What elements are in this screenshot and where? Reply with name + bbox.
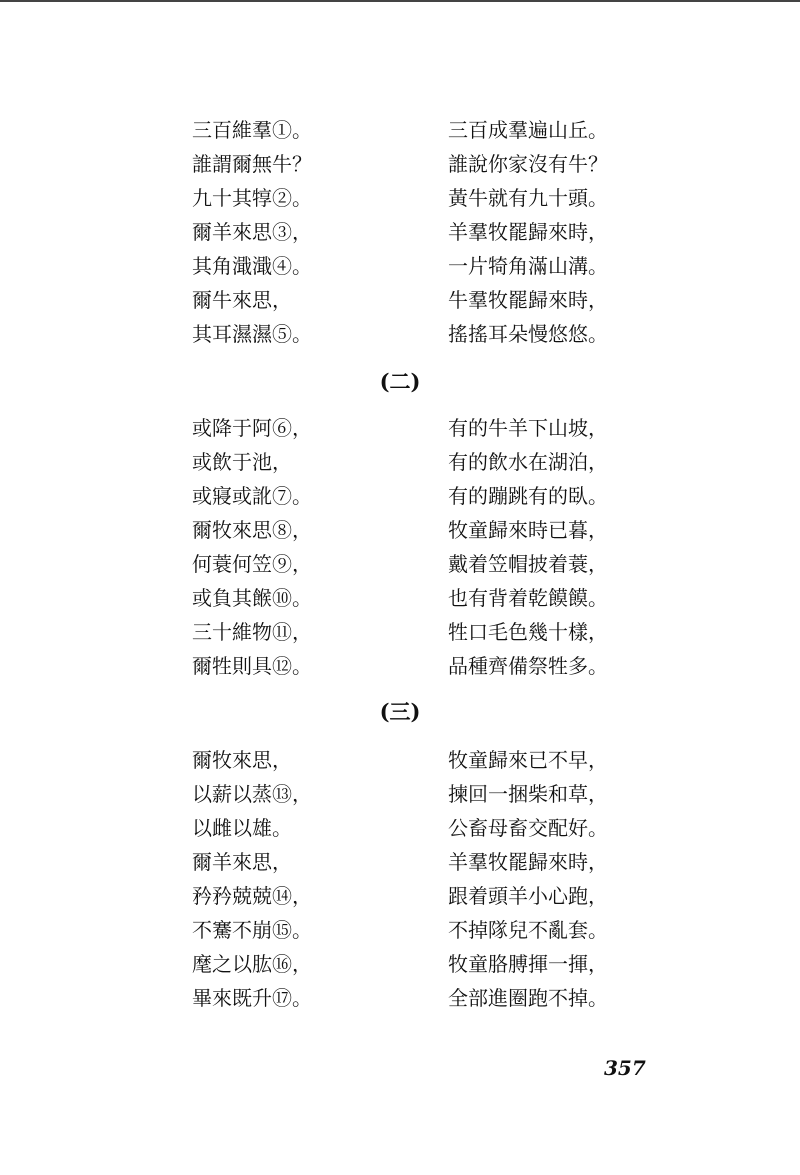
verse-line [0,283,800,317]
original-verse: 其角濈濈④。 [192,254,312,278]
original-verse: 爾羊來思③， [192,220,312,244]
page-number: 357 [604,1056,646,1080]
original-verse: 何蓑何笠⑨， [192,552,312,576]
translation-verse: 三百成羣遍山丘。 [448,118,608,142]
original-verse: 三十維物⑪， [192,620,312,644]
translation-verse: 羊羣牧罷歸來時， [448,850,608,874]
verse-line [0,743,800,777]
translation-verse: 跟着頭羊小心跑， [448,884,608,908]
stanza-1 [0,113,800,351]
verse-line [0,411,800,445]
translation-verse: 有的牛羊下山坡， [448,416,608,440]
verse-line [0,615,800,649]
original-verse: 或飲于池， [192,450,292,474]
original-verse: 三百維羣①。 [192,118,312,142]
original-verse: 矜矜兢兢⑭， [192,884,312,908]
stanza-2 [0,411,800,683]
original-verse: 畢來既升⑰。 [192,986,312,1010]
verse-line [0,777,800,811]
verse-line [0,513,800,547]
verse-line [0,811,800,845]
verse-line [0,981,800,1015]
original-verse: 爾牲則具⑫。 [192,654,312,678]
translation-verse: 公畜母畜交配好。 [448,816,608,840]
verse-line [0,913,800,947]
verse-line [0,479,800,513]
original-verse: 誰謂爾無牛？ [192,152,312,176]
stanza-3-heading: (三) [379,699,421,724]
stanza-3 [0,743,800,1015]
original-verse: 爾牧來思⑧， [192,518,312,542]
translation-verse: 也有背着乾饃饃。 [448,586,608,610]
verse-line [0,845,800,879]
verse-line [0,249,800,283]
translation-verse: 有的蹦跳有的臥。 [448,484,608,508]
verse-line [0,547,800,581]
original-verse: 麾之以肱⑯， [192,952,312,976]
verse-line [0,649,800,683]
translation-verse: 牧童歸來時已暮， [448,518,608,542]
translation-verse: 一片犄角滿山溝。 [448,254,608,278]
original-verse: 爾牧來思， [192,748,292,772]
translation-verse: 黃牛就有九十頭。 [448,186,608,210]
translation-verse: 品種齊備祭牲多。 [448,654,608,678]
translation-verse: 誰說你家沒有牛？ [448,152,608,176]
translation-verse: 牛羣牧罷歸來時， [448,288,608,312]
verse-line [0,581,800,615]
translation-verse: 牧童歸來已不早， [448,748,608,772]
original-verse: 不騫不崩⑮。 [192,918,312,942]
verse-line [0,113,800,147]
verse-line [0,879,800,913]
verse-line [0,947,800,981]
translation-verse: 搖搖耳朵慢悠悠。 [448,322,608,346]
verse-line [0,215,800,249]
verse-line [0,445,800,479]
top-border-rule [0,0,800,2]
translation-verse: 有的飲水在湖泊， [448,450,608,474]
translation-verse: 揀回一捆柴和草， [448,782,608,806]
original-verse: 以雌以雄。 [192,816,292,840]
translation-verse: 全部進圈跑不掉。 [448,986,608,1010]
translation-verse: 羊羣牧罷歸來時， [448,220,608,244]
original-verse: 爾羊來思， [192,850,292,874]
translation-verse: 牲口毛色幾十樣， [448,620,608,644]
translation-verse: 牧童胳膊揮一揮， [448,952,608,976]
translation-verse: 戴着笠帽披着蓑， [448,552,608,576]
original-verse: 九十其犉②。 [192,186,312,210]
verse-line [0,147,800,181]
verse-line [0,181,800,215]
original-verse: 其耳濕濕⑤。 [192,322,312,346]
stanza-2-heading: (二) [379,369,421,394]
original-verse: 或寢或訛⑦。 [192,484,312,508]
translation-verse: 不掉隊兒不亂套。 [448,918,608,942]
verse-line [0,317,800,351]
original-verse: 或負其餱⑩。 [192,586,312,610]
original-verse: 爾牛來思， [192,288,292,312]
original-verse: 以薪以蒸⑬， [192,782,312,806]
original-verse: 或降于阿⑥， [192,416,312,440]
